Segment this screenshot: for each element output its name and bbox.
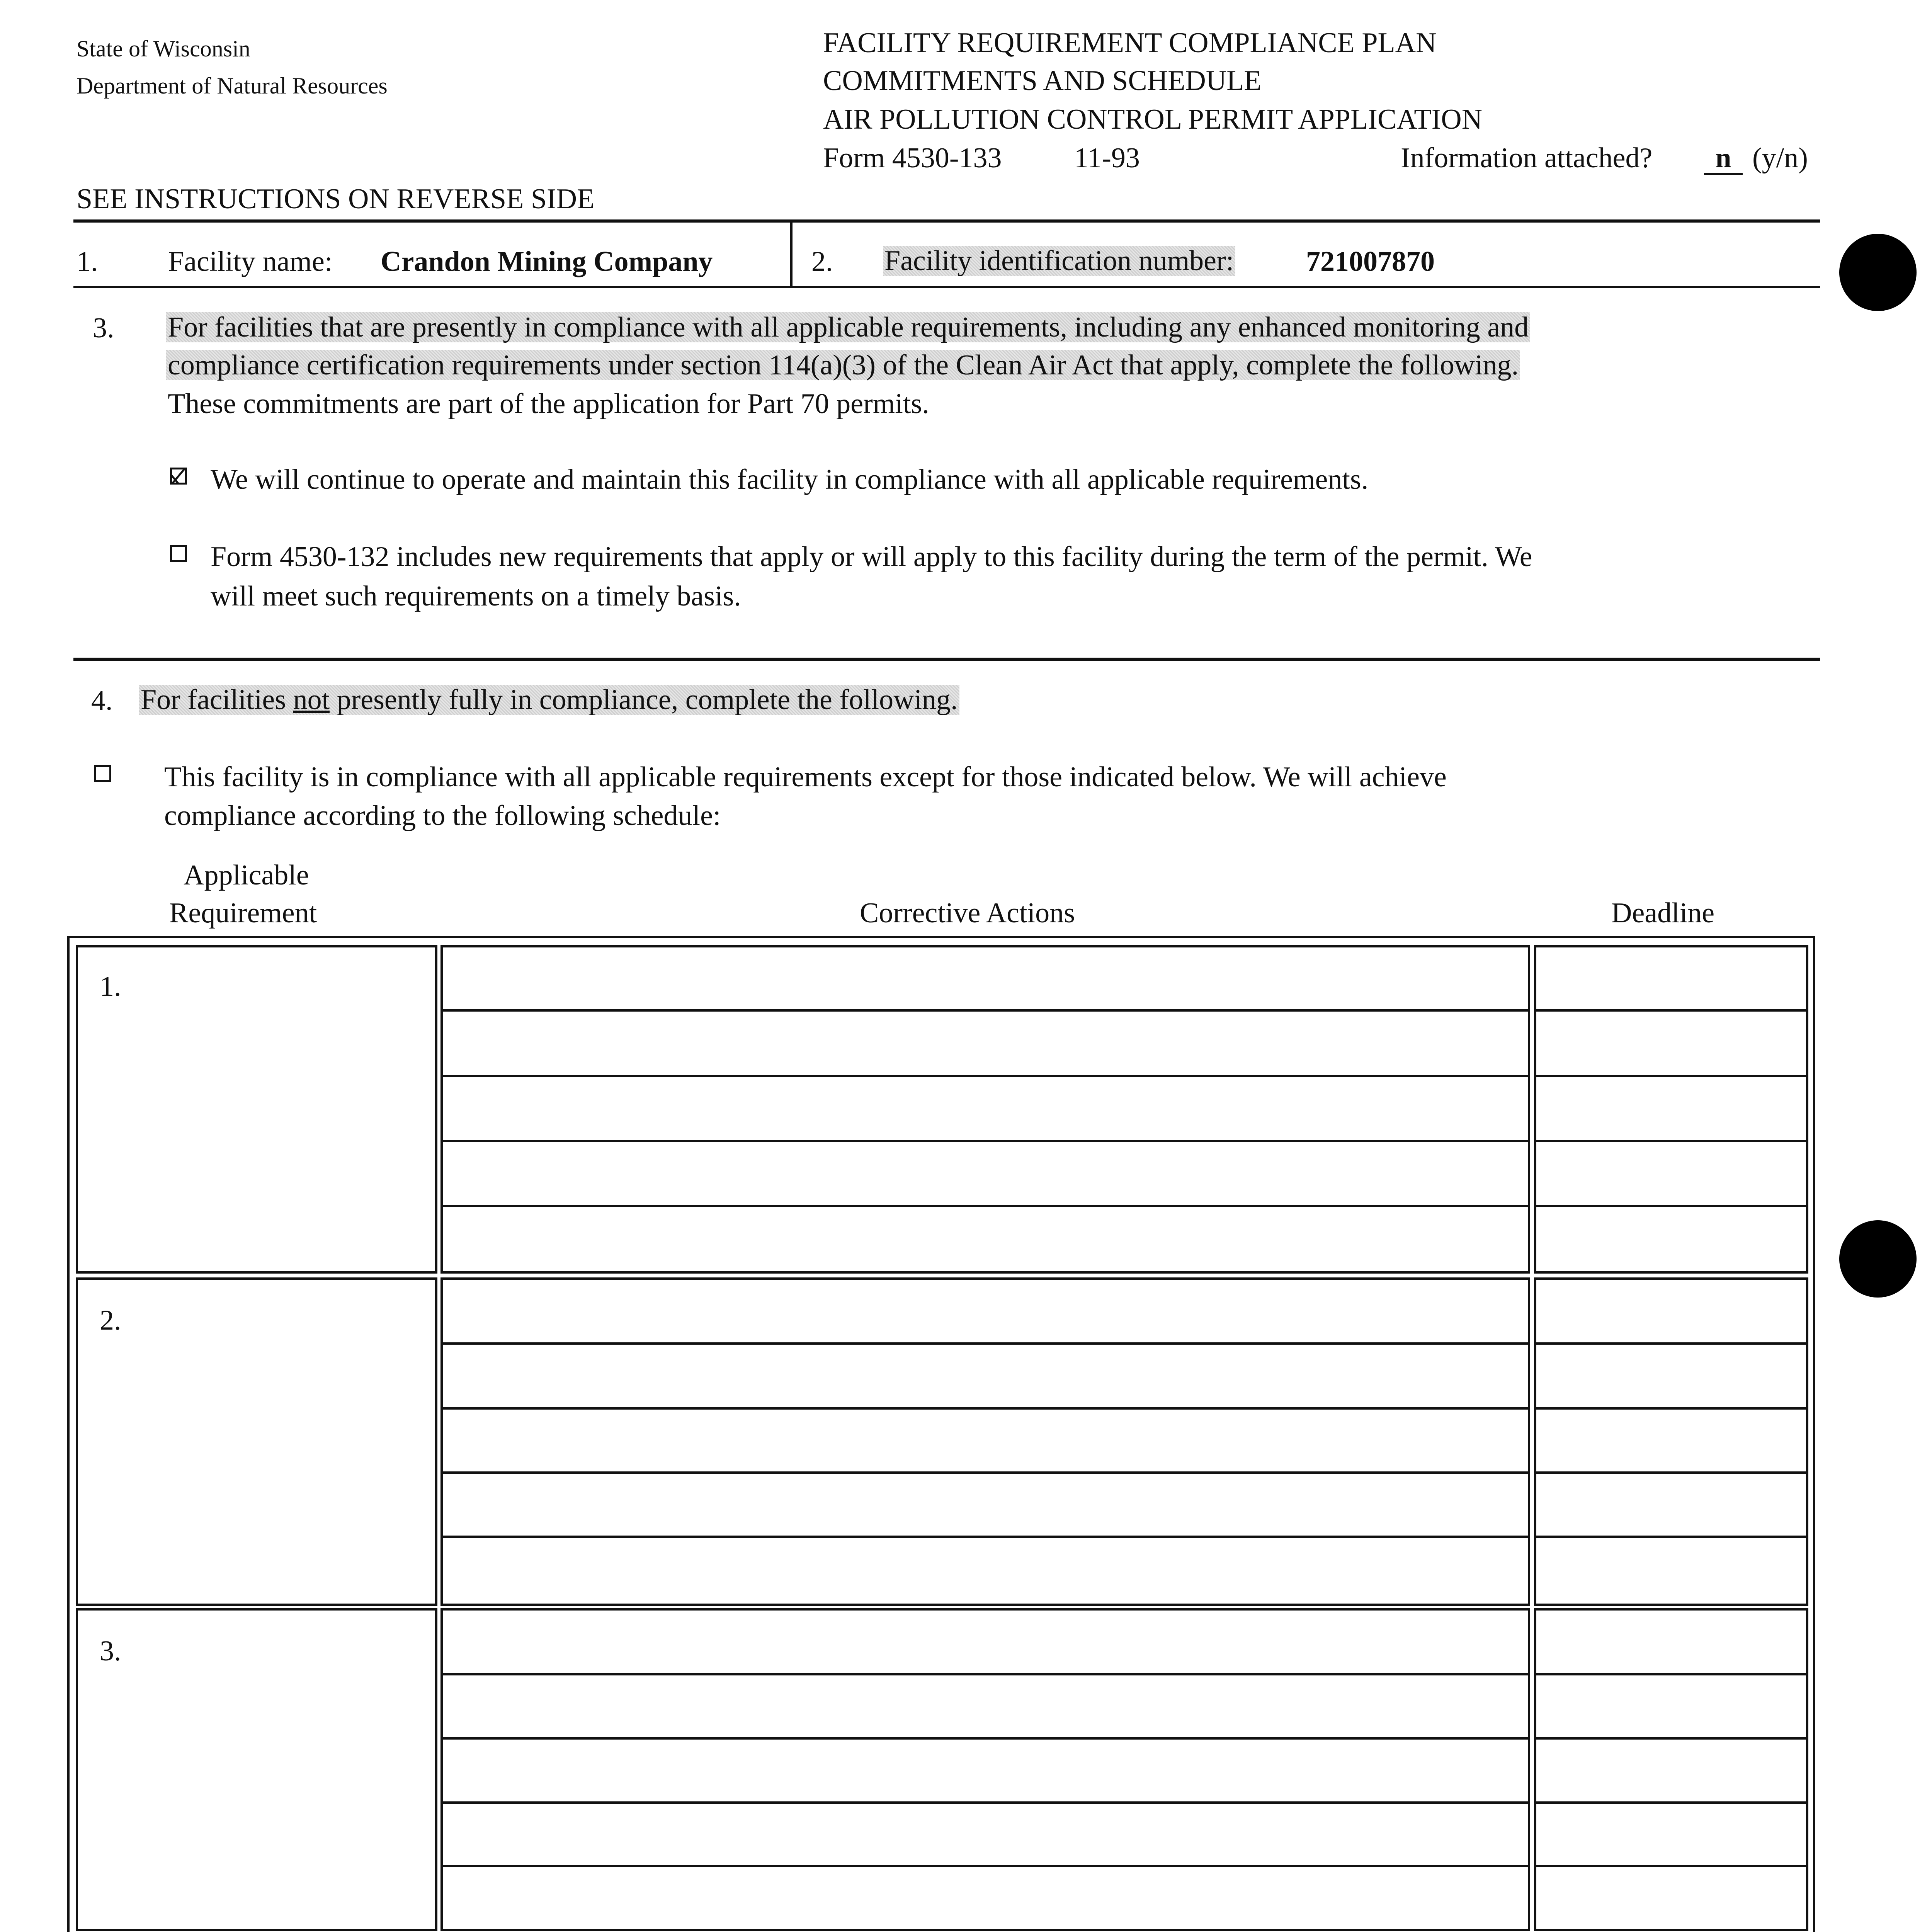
col-requirement-header-line2: Requirement <box>169 897 317 929</box>
not-in-compliance-checkbox[interactable] <box>94 765 111 782</box>
deadline-row-line <box>1534 1407 1808 1410</box>
actions-cell-1[interactable] <box>440 945 1530 1274</box>
form-title-line2: COMMITMENTS AND SCHEDULE <box>823 65 1262 97</box>
col-actions-header: Corrective Actions <box>860 897 1075 929</box>
form-date: 11-93 <box>1074 142 1140 174</box>
info-attached-label: Information attached? <box>1401 142 1653 174</box>
section3-bottom-rule <box>73 658 1820 661</box>
deadline-row-line <box>1534 1075 1808 1077</box>
new-requirements-text-line1: Form 4530-132 includes new requirements that apply or will apply to this facility during the term of the permit. We <box>211 541 1532 573</box>
col-requirement-header-line1: Applicable <box>184 859 309 891</box>
section3-line3: These commitments are part of the application for Part 70 permits. <box>168 388 929 420</box>
deadline-row-line <box>1534 1801 1808 1804</box>
section4-heading <box>139 685 959 715</box>
form-title-line3: AIR POLLUTION CONTROL PERMIT APPLICATION <box>823 104 1483 135</box>
deadline-row-line <box>1534 1471 1808 1474</box>
form-number: Form 4530-133 <box>823 142 1002 174</box>
new-requirements-checkbox[interactable] <box>170 545 187 562</box>
requirement-cell-1[interactable] <box>76 945 437 1274</box>
section4-number <box>91 686 113 715</box>
actions-row-line <box>440 1536 1530 1538</box>
facility-id-value[interactable]: 721007870 <box>1306 246 1435 277</box>
actions-row-line <box>440 1075 1530 1077</box>
deadline-cell-2[interactable] <box>1534 1277 1808 1606</box>
requirement-cell-3[interactable] <box>76 1608 437 1931</box>
continue-compliance-text: We will continue to operate and maintain this facility in compliance with all applicable requirements. <box>211 464 1369 495</box>
actions-row-line <box>440 1673 1530 1675</box>
form-title-line1: FACILITY REQUIREMENT COMPLIANCE PLAN <box>823 27 1437 59</box>
deadline-row-line <box>1534 1865 1808 1867</box>
deadline-row-line <box>1534 1737 1808 1740</box>
requirement-row-label-3: 3. <box>100 1635 121 1667</box>
row1-divider <box>790 223 793 288</box>
punch-hole-top <box>1839 234 1917 311</box>
section3-number: 3. <box>93 312 114 344</box>
facility-name-value[interactable]: Crandon Mining Company <box>381 246 713 277</box>
instructions-note: SEE INSTRUCTIONS ON REVERSE SIDE <box>77 183 595 215</box>
section4-number-text: 4. <box>91 685 113 716</box>
deadline-row-line <box>1534 1673 1808 1675</box>
deadline-row-line <box>1534 1205 1808 1207</box>
deadline-row-line <box>1534 1536 1808 1538</box>
deadline-row-line <box>1534 1009 1808 1012</box>
agency-department: Department of Natural Resources <box>77 73 388 99</box>
section3-line2: compliance certification requirements under section 114(a)(3) of the Clean Air Act that apply, complete the following. <box>166 350 1520 380</box>
section4-heading-post: presently fully in compliance, complete the following. <box>330 684 958 716</box>
actions-row-line <box>440 1865 1530 1867</box>
actions-row-line <box>440 1801 1530 1804</box>
facility-id-label: Facility identification number: <box>883 246 1235 276</box>
actions-row-line <box>440 1140 1530 1142</box>
deadline-cell-1[interactable] <box>1534 945 1808 1274</box>
section1-number: 1. <box>77 246 98 277</box>
section3-line1: For facilities that are presently in compliance with all applicable requirements, including any enhanced monitoring and <box>166 312 1530 342</box>
section4-heading-pre: For facilities <box>141 684 293 716</box>
continue-compliance-checkbox[interactable] <box>170 468 187 485</box>
col-deadline-header: Deadline <box>1611 897 1715 929</box>
actions-cell-3[interactable] <box>440 1608 1530 1931</box>
section4-heading-not: not <box>293 684 330 716</box>
actions-row-line <box>440 1009 1530 1012</box>
top-rule <box>73 219 1820 223</box>
actions-row-line <box>440 1471 1530 1474</box>
info-attached-hint: (y/n) <box>1752 142 1808 174</box>
deadline-cell-3[interactable] <box>1534 1608 1808 1931</box>
not-in-compliance-text-line1: This facility is in compliance with all applicable requirements except for those indicated below. We will achieve <box>164 761 1447 793</box>
actions-cell-2[interactable] <box>440 1277 1530 1606</box>
actions-row-line <box>440 1407 1530 1410</box>
info-attached-value[interactable]: n <box>1704 144 1743 175</box>
not-in-compliance-text-line2: compliance according to the following schedule: <box>164 800 721 832</box>
actions-row-line <box>440 1342 1530 1345</box>
deadline-row-line <box>1534 1342 1808 1345</box>
requirement-row-label-2: 2. <box>100 1304 121 1336</box>
agency-state: State of Wisconsin <box>77 36 250 61</box>
new-requirements-text-line2: will meet such requirements on a timely basis. <box>211 580 741 612</box>
punch-hole-middle <box>1839 1220 1917 1298</box>
deadline-row-line <box>1534 1140 1808 1142</box>
facility-name-label: Facility name: <box>168 246 333 277</box>
requirement-row-label-1: 1. <box>100 971 121 1002</box>
section2-number: 2. <box>811 246 833 277</box>
actions-row-line <box>440 1737 1530 1740</box>
actions-row-line <box>440 1205 1530 1207</box>
row1-bottom-rule <box>73 286 1820 288</box>
requirement-cell-2[interactable] <box>76 1277 437 1606</box>
